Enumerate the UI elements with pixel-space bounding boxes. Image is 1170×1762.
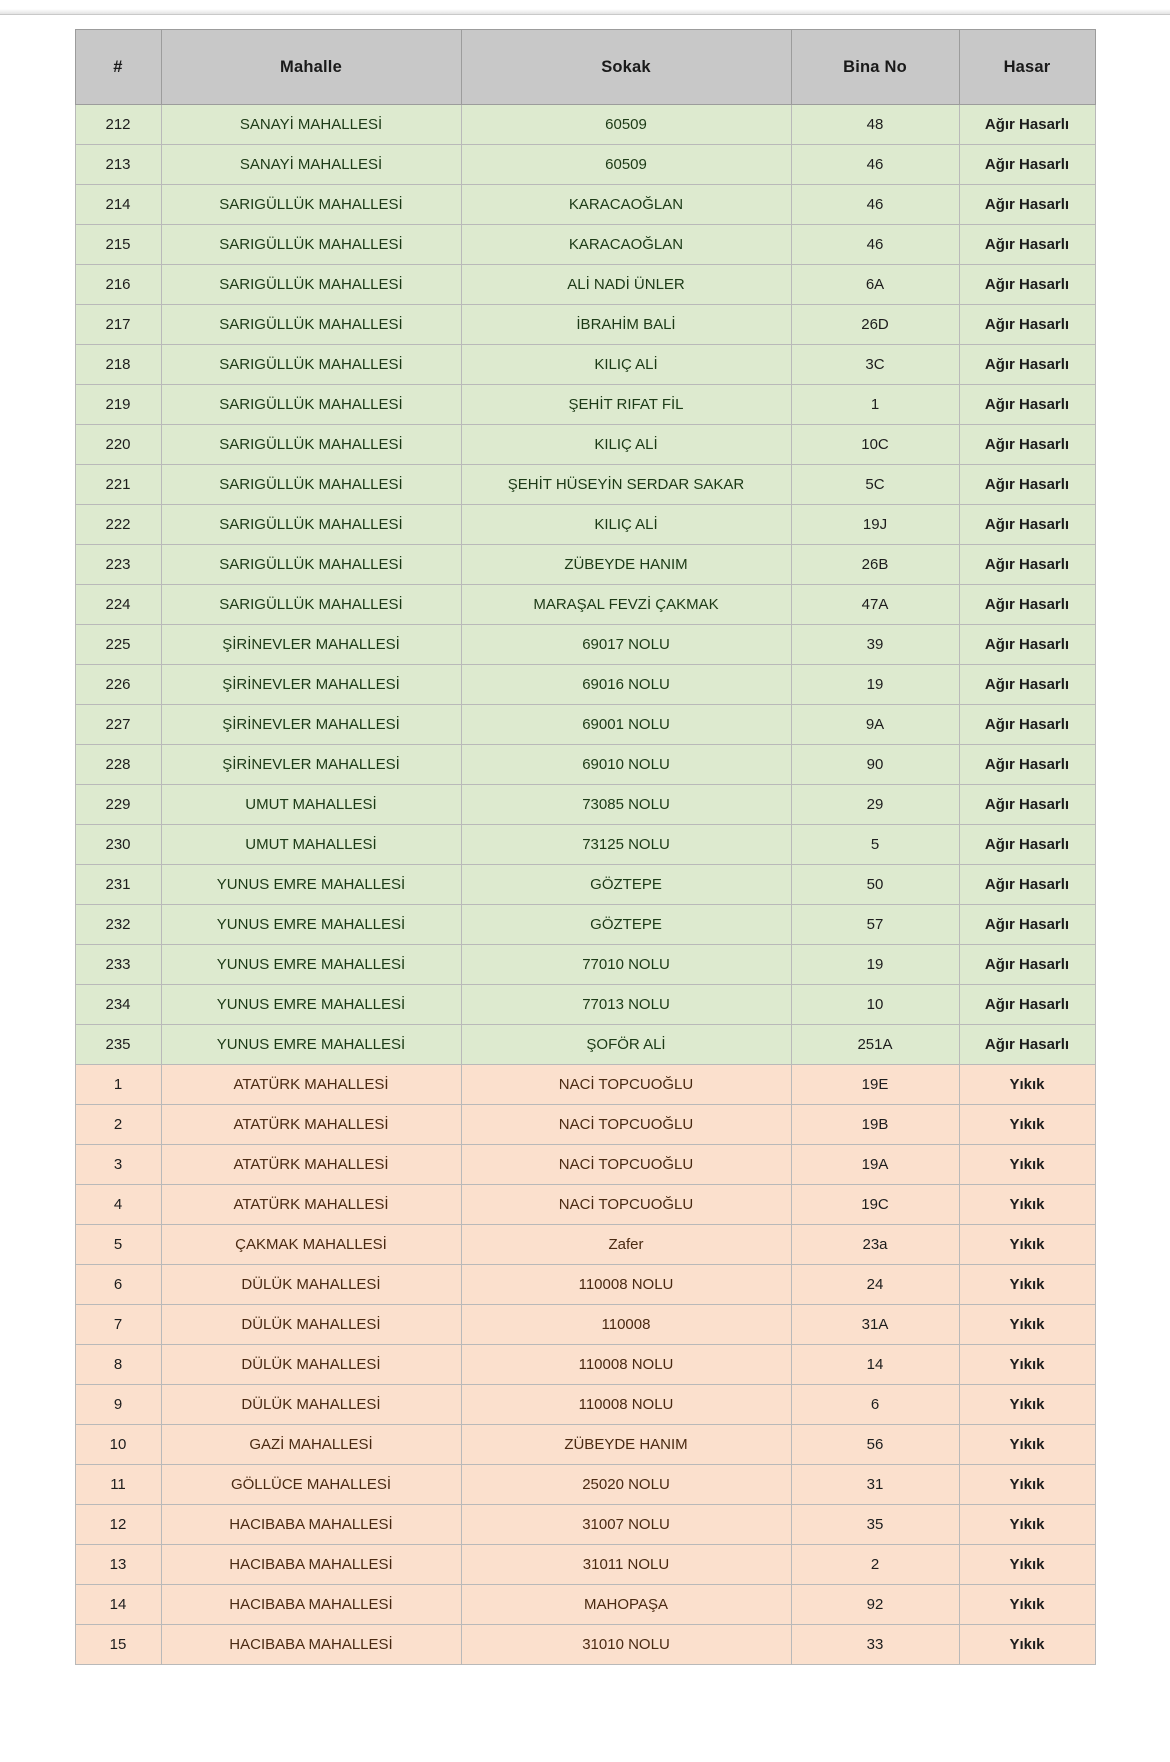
- cell-mahalle: ATATÜRK MAHALLESİ: [161, 1185, 461, 1225]
- cell-index: 232: [75, 905, 161, 945]
- cell-sokak: MAHOPAŞA: [461, 1585, 791, 1625]
- table-row: [75, 1505, 1095, 1545]
- cell-index: 221: [75, 465, 161, 505]
- table-row: [75, 985, 1095, 1025]
- table-row: [75, 1225, 1095, 1265]
- cell-bina-no: 19: [791, 945, 959, 985]
- cell-mahalle: SARIGÜLLÜK MAHALLESİ: [161, 345, 461, 385]
- cell-mahalle: SARIGÜLLÜK MAHALLESİ: [161, 505, 461, 545]
- cell-index: 7: [75, 1305, 161, 1345]
- cell-bina-no: 90: [791, 745, 959, 785]
- table-row: [75, 665, 1095, 705]
- cell-index: 212: [75, 105, 161, 145]
- cell-sokak: KARACAOĞLAN: [461, 185, 791, 225]
- column-header-mahalle: Mahalle: [161, 30, 461, 105]
- cell-mahalle: GÖLLÜCE MAHALLESİ: [161, 1465, 461, 1505]
- cell-index: 224: [75, 585, 161, 625]
- cell-index: 5: [75, 1225, 161, 1265]
- cell-sokak: 77013 NOLU: [461, 985, 791, 1025]
- cell-mahalle: SARIGÜLLÜK MAHALLESİ: [161, 545, 461, 585]
- cell-mahalle: SANAYİ MAHALLESİ: [161, 145, 461, 185]
- page-top-edge: [0, 0, 1170, 15]
- table-row: [75, 1425, 1095, 1465]
- cell-bina-no: 92: [791, 1585, 959, 1625]
- cell-hasar: Ağır Hasarlı: [959, 945, 1095, 985]
- table-row: [75, 105, 1095, 145]
- cell-sokak: Zafer: [461, 1225, 791, 1265]
- cell-hasar: Yıkık: [959, 1505, 1095, 1545]
- cell-hasar: Yıkık: [959, 1585, 1095, 1625]
- cell-hasar: Ağır Hasarlı: [959, 425, 1095, 465]
- cell-mahalle: HACIBABA MAHALLESİ: [161, 1505, 461, 1545]
- cell-index: 227: [75, 705, 161, 745]
- cell-index: 225: [75, 625, 161, 665]
- cell-mahalle: SANAYİ MAHALLESİ: [161, 105, 461, 145]
- cell-sokak: 73085 NOLU: [461, 785, 791, 825]
- cell-index: 230: [75, 825, 161, 865]
- cell-sokak: 60509: [461, 105, 791, 145]
- cell-sokak: GÖZTEPE: [461, 865, 791, 905]
- cell-sokak: KARACAOĞLAN: [461, 225, 791, 265]
- cell-index: 12: [75, 1505, 161, 1545]
- cell-hasar: Ağır Hasarlı: [959, 105, 1095, 145]
- cell-sokak: 73125 NOLU: [461, 825, 791, 865]
- cell-bina-no: 31: [791, 1465, 959, 1505]
- cell-hasar: Ağır Hasarlı: [959, 665, 1095, 705]
- cell-hasar: Yıkık: [959, 1145, 1095, 1185]
- cell-hasar: Yıkık: [959, 1265, 1095, 1305]
- cell-mahalle: HACIBABA MAHALLESİ: [161, 1545, 461, 1585]
- cell-mahalle: SARIGÜLLÜK MAHALLESİ: [161, 225, 461, 265]
- cell-sokak: 25020 NOLU: [461, 1465, 791, 1505]
- cell-index: 222: [75, 505, 161, 545]
- cell-bina-no: 48: [791, 105, 959, 145]
- cell-mahalle: SARIGÜLLÜK MAHALLESİ: [161, 425, 461, 465]
- cell-sokak: NACİ TOPCUOĞLU: [461, 1185, 791, 1225]
- cell-index: 216: [75, 265, 161, 305]
- cell-mahalle: UMUT MAHALLESİ: [161, 785, 461, 825]
- cell-bina-no: 5: [791, 825, 959, 865]
- column-header-bina-no: Bina No: [791, 30, 959, 105]
- table-row: [75, 785, 1095, 825]
- cell-bina-no: 19J: [791, 505, 959, 545]
- cell-bina-no: 251A: [791, 1025, 959, 1065]
- table-row: [75, 1385, 1095, 1425]
- cell-mahalle: YUNUS EMRE MAHALLESİ: [161, 1025, 461, 1065]
- cell-mahalle: SARIGÜLLÜK MAHALLESİ: [161, 185, 461, 225]
- cell-hasar: Yıkık: [959, 1345, 1095, 1385]
- cell-index: 13: [75, 1545, 161, 1585]
- cell-hasar: Yıkık: [959, 1305, 1095, 1345]
- cell-sokak: ŞOFÖR ALİ: [461, 1025, 791, 1065]
- cell-bina-no: 56: [791, 1425, 959, 1465]
- cell-sokak: 31011 NOLU: [461, 1545, 791, 1585]
- cell-bina-no: 2: [791, 1545, 959, 1585]
- table-row: [75, 1265, 1095, 1305]
- cell-index: 214: [75, 185, 161, 225]
- cell-bina-no: 46: [791, 185, 959, 225]
- table-row: [75, 1185, 1095, 1225]
- cell-bina-no: 39: [791, 625, 959, 665]
- table-row: [75, 945, 1095, 985]
- cell-index: 1: [75, 1065, 161, 1105]
- table-row: [75, 505, 1095, 545]
- table-row: [75, 385, 1095, 425]
- cell-sokak: 69017 NOLU: [461, 625, 791, 665]
- cell-bina-no: 10: [791, 985, 959, 1025]
- cell-mahalle: SARIGÜLLÜK MAHALLESİ: [161, 265, 461, 305]
- cell-sokak: İBRAHİM BALİ: [461, 305, 791, 345]
- cell-mahalle: YUNUS EMRE MAHALLESİ: [161, 905, 461, 945]
- cell-mahalle: SARIGÜLLÜK MAHALLESİ: [161, 465, 461, 505]
- cell-index: 4: [75, 1185, 161, 1225]
- cell-bina-no: 19A: [791, 1145, 959, 1185]
- cell-sokak: KILIÇ ALİ: [461, 505, 791, 545]
- table-row: [75, 585, 1095, 625]
- cell-sokak: 60509: [461, 145, 791, 185]
- cell-index: 11: [75, 1465, 161, 1505]
- table-row: [75, 305, 1095, 345]
- cell-bina-no: 19C: [791, 1185, 959, 1225]
- cell-mahalle: ŞİRİNEVLER MAHALLESİ: [161, 625, 461, 665]
- cell-bina-no: 1: [791, 385, 959, 425]
- cell-hasar: Ağır Hasarlı: [959, 225, 1095, 265]
- cell-hasar: Yıkık: [959, 1185, 1095, 1225]
- table-row: [75, 1105, 1095, 1145]
- cell-index: 10: [75, 1425, 161, 1465]
- cell-sokak: 31010 NOLU: [461, 1625, 791, 1665]
- cell-bina-no: 19B: [791, 1105, 959, 1145]
- cell-bina-no: 26B: [791, 545, 959, 585]
- table-header-row: [75, 30, 1095, 105]
- table-row: [75, 345, 1095, 385]
- table-row: [75, 1345, 1095, 1385]
- cell-sokak: ŞEHİT HÜSEYİN SERDAR SAKAR: [461, 465, 791, 505]
- cell-hasar: Ağır Hasarlı: [959, 465, 1095, 505]
- cell-mahalle: YUNUS EMRE MAHALLESİ: [161, 865, 461, 905]
- cell-hasar: Yıkık: [959, 1425, 1095, 1465]
- cell-index: 219: [75, 385, 161, 425]
- cell-mahalle: SARIGÜLLÜK MAHALLESİ: [161, 305, 461, 345]
- table-row: [75, 465, 1095, 505]
- table-row: [75, 545, 1095, 585]
- cell-index: 233: [75, 945, 161, 985]
- cell-index: 234: [75, 985, 161, 1025]
- cell-sokak: 69016 NOLU: [461, 665, 791, 705]
- cell-hasar: Ağır Hasarlı: [959, 705, 1095, 745]
- cell-sokak: GÖZTEPE: [461, 905, 791, 945]
- column-header-sokak: Sokak: [461, 30, 791, 105]
- cell-index: 3: [75, 1145, 161, 1185]
- table-row: [75, 825, 1095, 865]
- table-row: [75, 1625, 1095, 1665]
- cell-sokak: 77010 NOLU: [461, 945, 791, 985]
- cell-index: 217: [75, 305, 161, 345]
- cell-mahalle: SARIGÜLLÜK MAHALLESİ: [161, 385, 461, 425]
- table-row: [75, 1545, 1095, 1585]
- cell-index: 218: [75, 345, 161, 385]
- cell-sokak: NACİ TOPCUOĞLU: [461, 1145, 791, 1185]
- cell-hasar: Ağır Hasarlı: [959, 785, 1095, 825]
- cell-mahalle: UMUT MAHALLESİ: [161, 825, 461, 865]
- cell-sokak: 69010 NOLU: [461, 745, 791, 785]
- cell-hasar: Ağır Hasarlı: [959, 625, 1095, 665]
- cell-index: 223: [75, 545, 161, 585]
- table-row: [75, 145, 1095, 185]
- cell-hasar: Yıkık: [959, 1545, 1095, 1585]
- table-row: [75, 425, 1095, 465]
- cell-bina-no: 6: [791, 1385, 959, 1425]
- cell-bina-no: 33: [791, 1625, 959, 1665]
- table-row: [75, 1025, 1095, 1065]
- cell-hasar: Ağır Hasarlı: [959, 585, 1095, 625]
- cell-hasar: Yıkık: [959, 1625, 1095, 1665]
- cell-mahalle: ŞİRİNEVLER MAHALLESİ: [161, 705, 461, 745]
- cell-bina-no: 46: [791, 145, 959, 185]
- cell-sokak: ZÜBEYDE HANIM: [461, 545, 791, 585]
- table-row: [75, 225, 1095, 265]
- cell-bina-no: 9A: [791, 705, 959, 745]
- cell-hasar: Ağır Hasarlı: [959, 865, 1095, 905]
- table-row: [75, 705, 1095, 745]
- cell-mahalle: ŞİRİNEVLER MAHALLESİ: [161, 665, 461, 705]
- cell-hasar: Yıkık: [959, 1385, 1095, 1425]
- cell-hasar: Ağır Hasarlı: [959, 185, 1095, 225]
- cell-sokak: MARAŞAL FEVZİ ÇAKMAK: [461, 585, 791, 625]
- cell-bina-no: 19: [791, 665, 959, 705]
- cell-sokak: 110008 NOLU: [461, 1385, 791, 1425]
- table-header: [75, 30, 1095, 105]
- table-row: [75, 1305, 1095, 1345]
- cell-bina-no: 14: [791, 1345, 959, 1385]
- cell-bina-no: 24: [791, 1265, 959, 1305]
- cell-sokak: ZÜBEYDE HANIM: [461, 1425, 791, 1465]
- cell-index: 14: [75, 1585, 161, 1625]
- cell-index: 2: [75, 1105, 161, 1145]
- cell-index: 226: [75, 665, 161, 705]
- cell-bina-no: 29: [791, 785, 959, 825]
- cell-hasar: Ağır Hasarlı: [959, 1025, 1095, 1065]
- table-row: [75, 745, 1095, 785]
- cell-hasar: Ağır Hasarlı: [959, 145, 1095, 185]
- cell-sokak: 31007 NOLU: [461, 1505, 791, 1545]
- cell-mahalle: ATATÜRK MAHALLESİ: [161, 1145, 461, 1185]
- cell-index: 235: [75, 1025, 161, 1065]
- cell-sokak: ŞEHİT RIFAT FİL: [461, 385, 791, 425]
- cell-hasar: Ağır Hasarlı: [959, 305, 1095, 345]
- cell-bina-no: 6A: [791, 265, 959, 305]
- table-row: [75, 185, 1095, 225]
- table-row: [75, 1145, 1095, 1185]
- cell-hasar: Yıkık: [959, 1105, 1095, 1145]
- cell-mahalle: YUNUS EMRE MAHALLESİ: [161, 945, 461, 985]
- cell-hasar: Ağır Hasarlı: [959, 385, 1095, 425]
- table-row: [75, 1585, 1095, 1625]
- cell-hasar: Ağır Hasarlı: [959, 505, 1095, 545]
- column-header-hasar: Hasar: [959, 30, 1095, 105]
- cell-mahalle: DÜLÜK MAHALLESİ: [161, 1345, 461, 1385]
- cell-bina-no: 23a: [791, 1225, 959, 1265]
- cell-index: 213: [75, 145, 161, 185]
- cell-hasar: Ağır Hasarlı: [959, 745, 1095, 785]
- cell-hasar: Yıkık: [959, 1225, 1095, 1265]
- cell-bina-no: 19E: [791, 1065, 959, 1105]
- cell-sokak: ALİ NADİ ÜNLER: [461, 265, 791, 305]
- cell-index: 6: [75, 1265, 161, 1305]
- cell-hasar: Ağır Hasarlı: [959, 825, 1095, 865]
- table-row: [75, 1065, 1095, 1105]
- cell-index: 220: [75, 425, 161, 465]
- cell-bina-no: 46: [791, 225, 959, 265]
- cell-hasar: Ağır Hasarlı: [959, 905, 1095, 945]
- cell-mahalle: DÜLÜK MAHALLESİ: [161, 1385, 461, 1425]
- cell-sokak: 110008 NOLU: [461, 1265, 791, 1305]
- page-shadow: [0, 9, 1170, 14]
- damage-assessment-table: [75, 29, 1096, 1665]
- cell-index: 8: [75, 1345, 161, 1385]
- cell-bina-no: 35: [791, 1505, 959, 1545]
- cell-index: 229: [75, 785, 161, 825]
- cell-index: 228: [75, 745, 161, 785]
- cell-bina-no: 26D: [791, 305, 959, 345]
- table-body: [75, 105, 1095, 1665]
- cell-mahalle: HACIBABA MAHALLESİ: [161, 1625, 461, 1665]
- cell-index: 15: [75, 1625, 161, 1665]
- cell-mahalle: SARIGÜLLÜK MAHALLESİ: [161, 585, 461, 625]
- table-row: [75, 865, 1095, 905]
- table-row: [75, 265, 1095, 305]
- cell-bina-no: 3C: [791, 345, 959, 385]
- cell-bina-no: 57: [791, 905, 959, 945]
- column-header-index: #: [75, 30, 161, 105]
- cell-sokak: 110008: [461, 1305, 791, 1345]
- cell-hasar: Yıkık: [959, 1065, 1095, 1105]
- cell-mahalle: HACIBABA MAHALLESİ: [161, 1585, 461, 1625]
- cell-bina-no: 47A: [791, 585, 959, 625]
- cell-bina-no: 5C: [791, 465, 959, 505]
- cell-sokak: 110008 NOLU: [461, 1345, 791, 1385]
- cell-mahalle: YUNUS EMRE MAHALLESİ: [161, 985, 461, 1025]
- table-row: [75, 905, 1095, 945]
- cell-hasar: Ağır Hasarlı: [959, 545, 1095, 585]
- cell-bina-no: 10C: [791, 425, 959, 465]
- cell-mahalle: DÜLÜK MAHALLESİ: [161, 1265, 461, 1305]
- cell-hasar: Ağır Hasarlı: [959, 345, 1095, 385]
- cell-mahalle: ÇAKMAK MAHALLESİ: [161, 1225, 461, 1265]
- cell-index: 215: [75, 225, 161, 265]
- cell-sokak: 69001 NOLU: [461, 705, 791, 745]
- table-row: [75, 1465, 1095, 1505]
- cell-hasar: Ağır Hasarlı: [959, 985, 1095, 1025]
- cell-sokak: NACİ TOPCUOĞLU: [461, 1105, 791, 1145]
- cell-sokak: NACİ TOPCUOĞLU: [461, 1065, 791, 1105]
- cell-sokak: KILIÇ ALİ: [461, 345, 791, 385]
- cell-mahalle: ATATÜRK MAHALLESİ: [161, 1105, 461, 1145]
- cell-index: 9: [75, 1385, 161, 1425]
- cell-mahalle: GAZİ MAHALLESİ: [161, 1425, 461, 1465]
- cell-hasar: Ağır Hasarlı: [959, 265, 1095, 305]
- cell-bina-no: 50: [791, 865, 959, 905]
- cell-bina-no: 31A: [791, 1305, 959, 1345]
- cell-hasar: Yıkık: [959, 1465, 1095, 1505]
- cell-mahalle: DÜLÜK MAHALLESİ: [161, 1305, 461, 1345]
- table-row: [75, 625, 1095, 665]
- cell-index: 231: [75, 865, 161, 905]
- cell-mahalle: ŞİRİNEVLER MAHALLESİ: [161, 745, 461, 785]
- cell-mahalle: ATATÜRK MAHALLESİ: [161, 1065, 461, 1105]
- cell-sokak: KILIÇ ALİ: [461, 425, 791, 465]
